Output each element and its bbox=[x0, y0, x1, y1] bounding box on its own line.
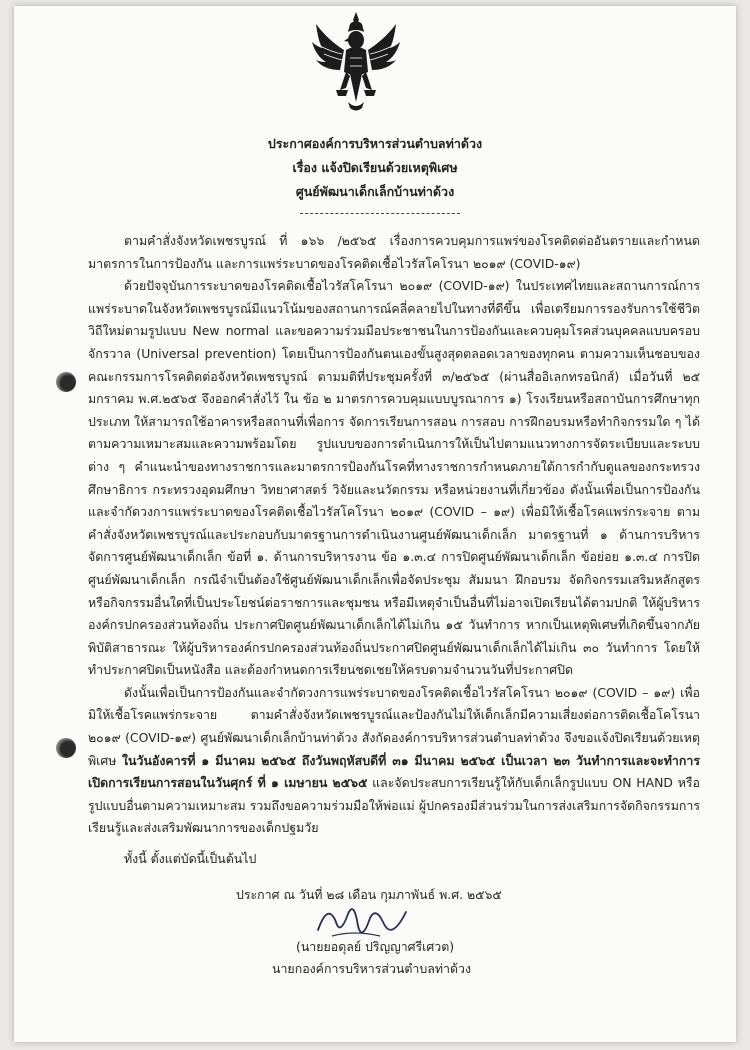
punch-hole bbox=[56, 372, 76, 392]
paragraph-effective: ทั้งนี้ ตั้งแต่บัดนี้เป็นต้นไป bbox=[124, 851, 257, 867]
closure-dates: ในวันอังคารที่ ๑ มีนาคม ๒๕๖๕ ถึงวันพฤหัสบดีที่ ๓๑ มีนาคม ๒๕๖๕ เป็นเวลา ๒๓ วันทำการและจะทำการเปิดการเรียนการสอนในวันศุกร์ ที่ ๑ เมษายน ๒๕๖๕ bbox=[88, 752, 701, 791]
announcement-body bbox=[88, 230, 700, 871]
announcement-date: ประกาศ ณ วันที่ ๒๘ เดือน กุมภาพันธ์ พ.ศ. ๒๕๖๕ bbox=[236, 887, 502, 902]
punch-hole bbox=[56, 738, 76, 758]
paragraph-closure-notice bbox=[88, 682, 700, 840]
garuda-emblem-icon bbox=[310, 10, 402, 114]
paragraph-order-reference: ตามคำสั่งจังหวัดเพชรบูรณ์ ที่ ๑๖๖ /๒๕๖๕ เรื่องการควบคุมการแพร่ของโรคติดต่ออันตรายและกำหนดมาตรการในการป้องกัน และการแพร่ระบาดของโรคติดเชื้อไวรัสโคโรนา ๒๐๑๙ (COVID-๑๙) bbox=[88, 233, 700, 271]
paragraph-background: ด้วยปัจจุบันการระบาดของโรคติดเชื้อไวรัสโคโรนา ๒๐๑๙ (COVID-๑๙) ในประเทศไทยและสถานการณ์การแพร่ระบาดในจังหวัดเพชรบูรณ์มีแนวโน้มของสถานการณ์คลี่คลายไปในทางที่ดีขึ้น เพื่อเตรียมการรองรับการใช้ชีวิตวิถีใหม่ตามรูปแบบ New normal และขอความร่วมมือประชาชนในการป้องกันและควบคุมโรคส่วนบุคคลแบบครอบจักรวาล (Universal prevention) โดยเป็นการป้องกันตนเองขั้นสูงสุดตลอดเวลาของทุกคน ตามความเห็นชอบของคณะกรรมการโรคติดต่อจังหวัดเพชรบูรณ์ ตามมติที่ประชุมครั้งที่ ๓/๒๕๖๕ (ผ่านสื่ออิเลกทรอนิกส์) เมื่อวันที่ ๒๕ มกราคม พ.ศ.๒๕๖๕ จึงออกคำสั่งไว้ ใน ข้อ ๒ มาตรการควบคุมแบบบูรณาการ ๑) โรงเรียนหรือสถาบันการศึกษาทุกประเภท ให้สามารถใช้อาคารหรือสถานที่เพื่อการ จัดการเรียนการสอน การสอบ การฝึกอบรมหรือทำกิจกรรมใด ๆ ได้ตามความเหมาะสมและความพร้อมโดย รูปแบบของการดำเนินการให้เป็นไปตามแนวทางการจัดระเบียบและระบบต่าง ๆ คำแนะนำของทางราชการและมาตรการป้องกันโรคที่ทางราชการกำหนดภายใต้การกำกับดูแลของกระทรวงศึกษาธิการ กระทรวงอุดมศึกษา วิทยาศาสตร์ วิจัยและนวัตกรรม หรือหน่วยงานที่เกี่ยวข้อง ดังนั้นเพื่อเป็นการป้องกันและจำกัดวงการแพร่ระบาดของโรคติดเชื้อไวรัสโคโรนา ๒๐๑๙ (COVID – ๑๙) เพื่อมิให้เชื้อโรคแพร่กระจาย ตามคำสั่งจังหวัดเพชรบูรณ์และประกอบกับมาตรฐานการดำเนินงานศูนย์พัฒนาเด็กเล็ก มาตรฐานที่ ๑ ด้านการบริหารจัดการศูนย์พัฒนาเด็กเล็ก ข้อที่ ๑. ด้านการบริหารงาน ข้อ ๑.๓.๔ การปิดศูนย์พัฒนาเด็กเล็ก ข้อย่อย ๑.๓.๔ การปิดศูนย์พัฒนาเด็กเล็ก กรณีจำเป็นต้องใช้ศูนย์พัฒนาเด็กเล็กเพื่อจัดประชุม สัมมนา ฝึกอบรม จัดกิจกรรมเสริมหลักสูตรหรือกิจกรรมอื่นใดที่เป็นประโยชน์ต่อราชการและชุมชน หรือมีเหตุจำเป็นอื่นที่ไม่อาจเปิดเรียนได้ตามปกติ ให้ผู้บริหารองค์กรปกครองส่วนท้องถิ่น ประกาศปิดศูนย์พัฒนาเด็กเล็กได้ไม่เกิน ๑๕ วันทำการ หากเป็นเหตุพิเศษที่เกิดขึ้นจากภัยพิบัติสาธารณะ ให้ผู้บริหารองค์กรปกครองส่วนท้องถิ่นประกาศปิดศูนย์พัฒนาเด็กเล็กได้ไม่เกิน ๓๐ วันทำการ โดยให้ทำประกาศปิดเป็นหนังสือ และต้องกำหนดการเรียนชดเชยให้ครบตามจำนวนวันที่ประกาศปิด bbox=[88, 278, 700, 678]
signatory-position: นายกองค์การบริหารส่วนตำบลท่าด้วง bbox=[272, 961, 472, 976]
header-divider bbox=[300, 213, 460, 214]
announcement-org: ประกาศองค์การบริหารส่วนตำบลท่าด้วง bbox=[267, 136, 483, 151]
announcement-subject: เรื่อง แจ้งปิดเรียนด้วยเหตุพิเศษ bbox=[292, 160, 458, 175]
document-page bbox=[14, 6, 736, 1042]
closure-text-b: และจัดประสบการเรียนรู้ให้กับเด็กเล็กรูปแบบ ON HAND หรือรูปแบบอื่นตามความเหมาะสม รวมถึงขอความร่วมมือให้พ่อแม่ ผู้ปกครองมีส่วนร่วมในการส่งเสริมการจัดกิจกรรมการเรียนรู้และส่งเสริมพัฒนาการของเด็กปฐมวัย bbox=[88, 775, 700, 836]
signatory-name: (นายยอดุลย์ ปริญญาศรีเศวต) bbox=[296, 939, 455, 954]
closure-text-a: ดังนั้นเพื่อเป็นการป้องกันและจำกัดวงการแพร่ระบาดของโรคติดเชื้อไวรัสโคโรนา ๒๐๑๙ (COVID – ๑๙) เพื่อมิให้เชื้อโรคแพร่กระจาย ตามคำสั่งจังหวัดเพชรบูรณ์และป้องกันไม่ให้เด็กเล็กมีความเสี่ยงต่อการติดเชื้อโคโรนา ๒๐๑๙ (COVID-๑๙) ศูนย์พัฒนาเด็กเล็กบ้านท่าด้วง สังกัดองค์การบริหารส่วนตำบลท่าด้วง จึงขอแจ้งปิดเรียนด้วยเหตุพิเศษ bbox=[88, 684, 700, 768]
announcement-center: ศูนย์พัฒนาเด็กเล็กบ้านท่าด้วง bbox=[295, 184, 455, 199]
